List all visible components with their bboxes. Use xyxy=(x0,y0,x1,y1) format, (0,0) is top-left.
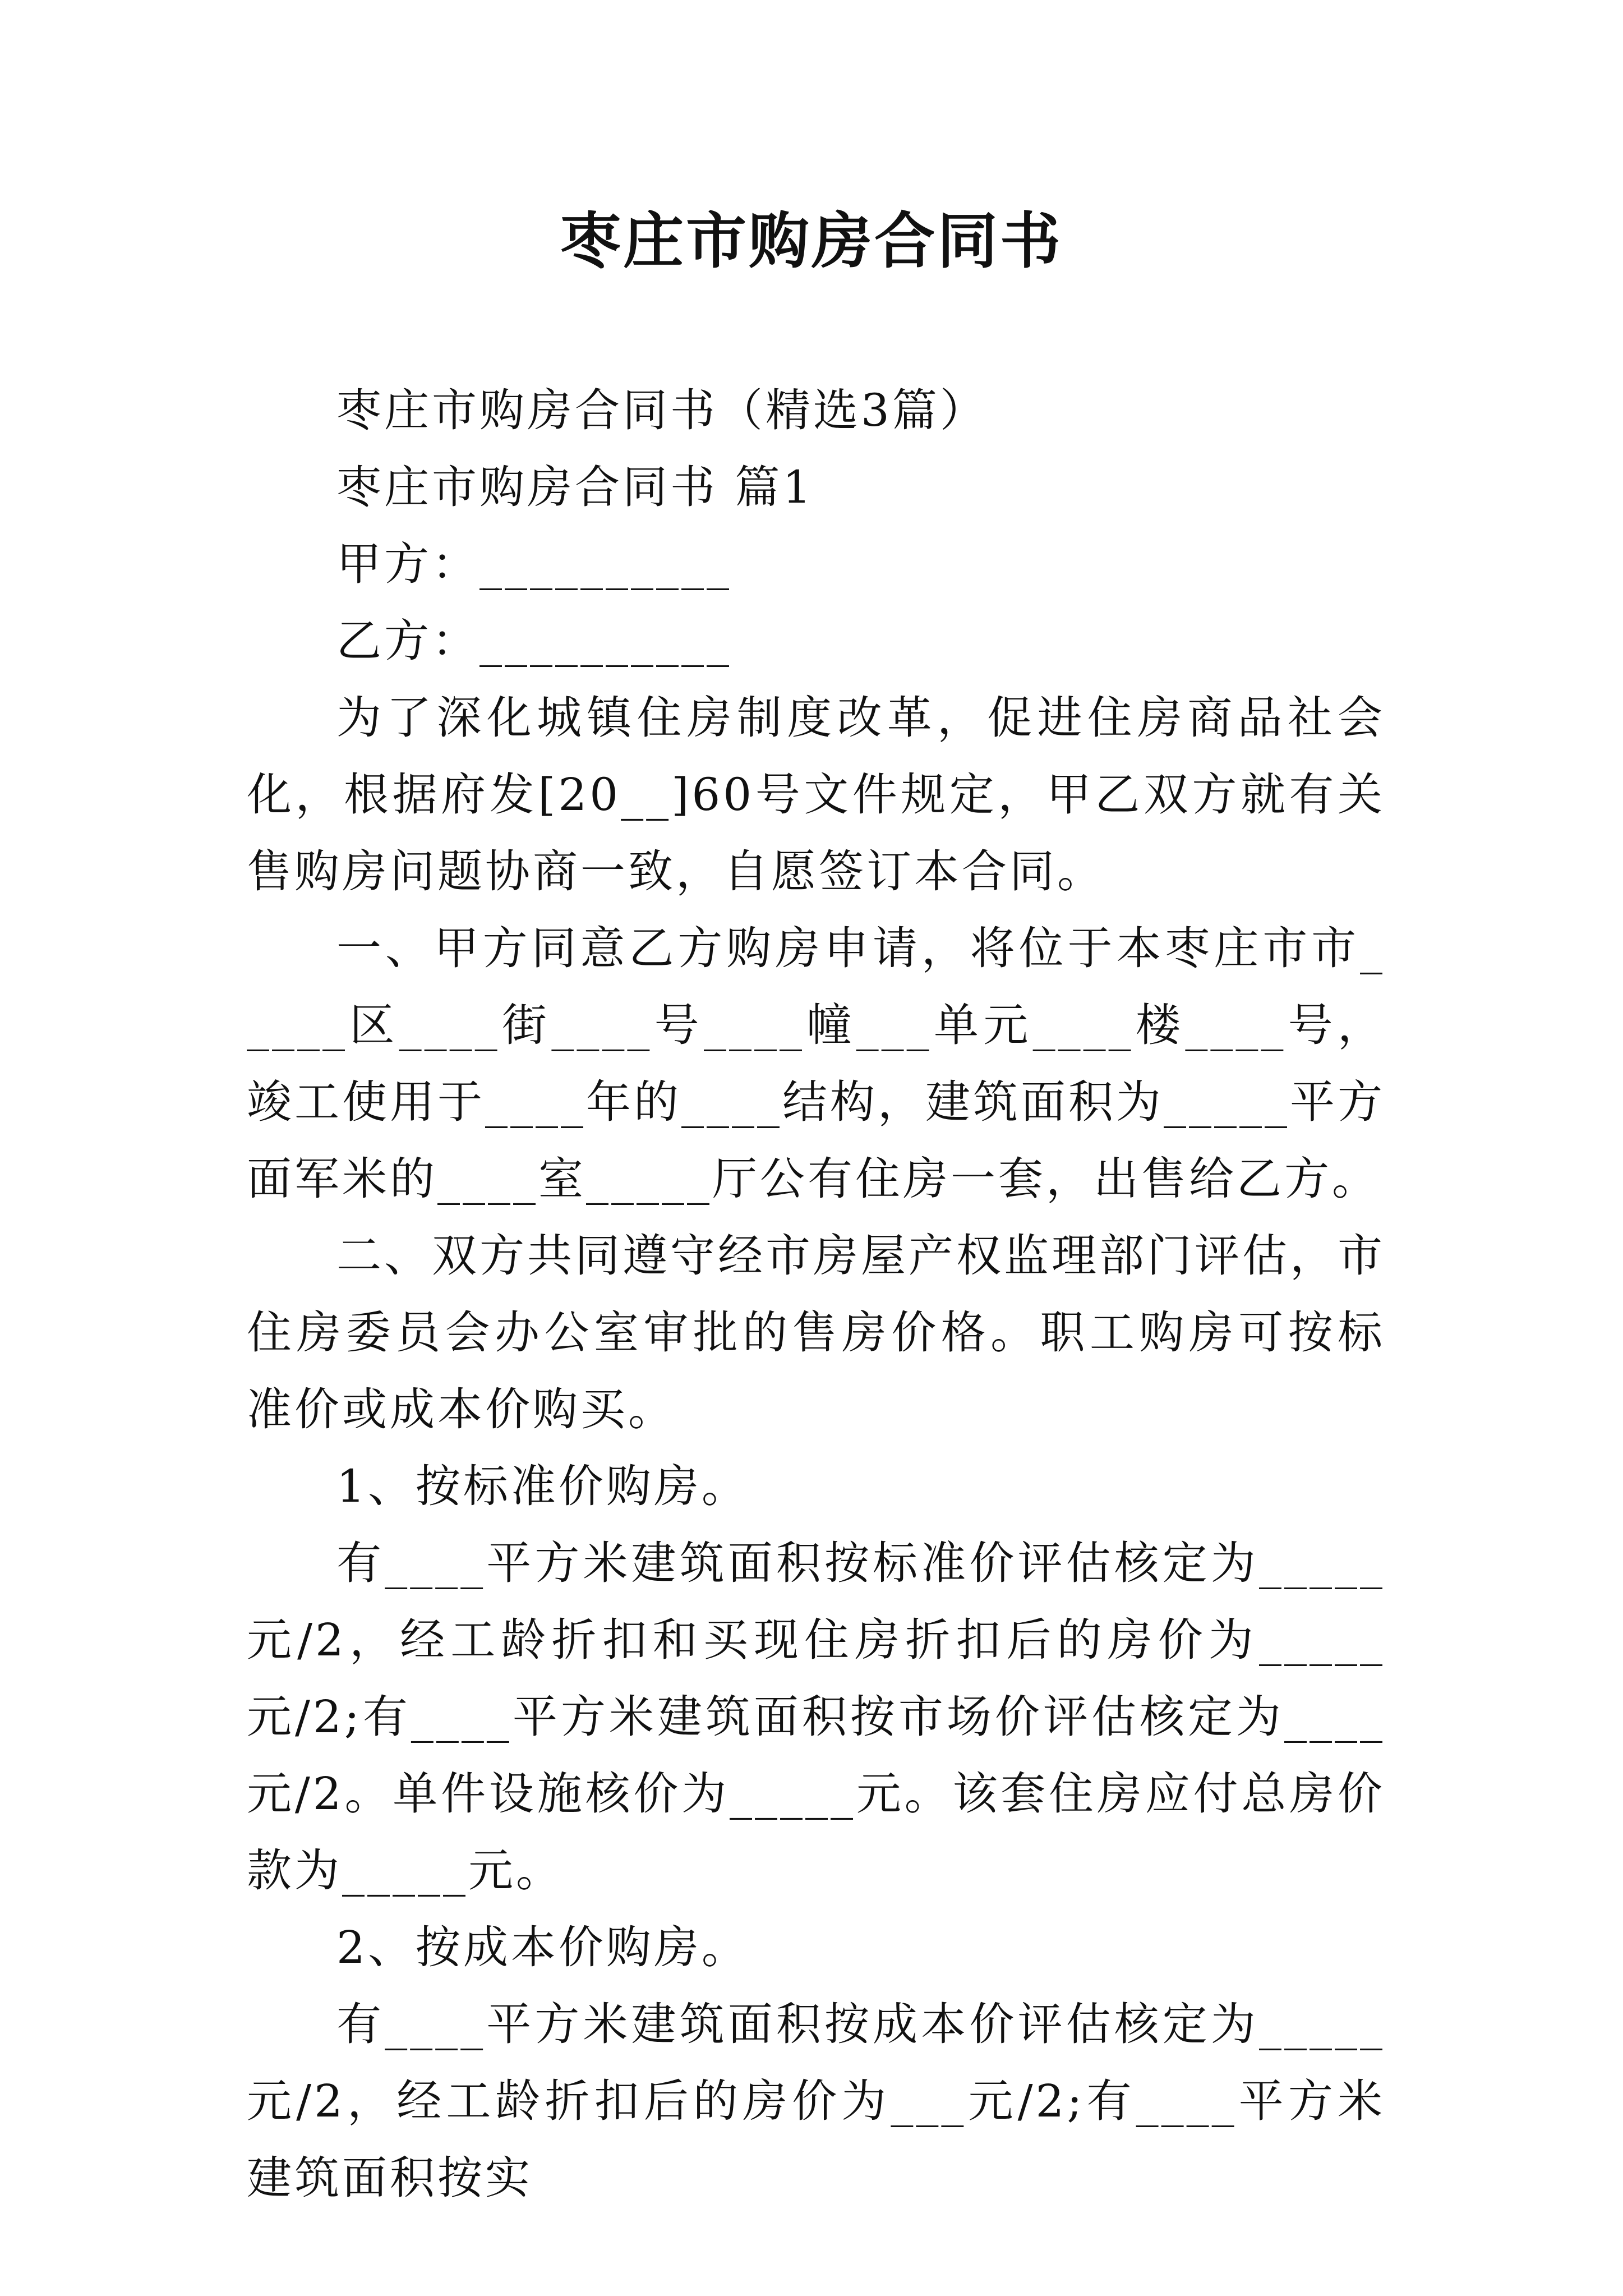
document-body xyxy=(247,372,1385,2216)
standard-price-paragraph: 有____平方米建筑面积按标准价评估核定为_____元/2，经工龄折扣和买现住房折扣后的房价为_____元/2;有____平方米建筑面积按市场价评估核定为____元/2。单件设施核价为_____元。该套住房应付总房价款为_____元。 xyxy=(247,1537,1385,1897)
clause-2-paragraph: 二、双方共同遵守经市房屋产权监理部门评估，市住房委员会办公室审批的售房价格。职工购房可按标准价或成本价购买。 xyxy=(247,1230,1385,1435)
section-heading-part-1: 枣庄市购房合同书 篇1 xyxy=(336,461,814,513)
clause-1-paragraph: 一、甲方同意乙方购房申请，将位于本枣庄市市_____区____街____号____幢___单元____楼____号，竣工使用于____年的____结构，建筑面积为_____平方面军米的____室_____厅公有住房一套，出售给乙方。 xyxy=(247,922,1385,1205)
standard-price-heading: 1、按标准价购房。 xyxy=(336,1460,749,1512)
document-title: 枣庄市购房合同书 xyxy=(560,206,1063,277)
party-a-line: 甲方：__________ xyxy=(336,538,732,590)
party-b-line: 乙方：__________ xyxy=(336,615,732,667)
cost-price-heading: 2、按成本价购房。 xyxy=(336,1921,749,1973)
preamble-paragraph: 为了深化城镇住房制度改革，促进住房商品社会化，根据府发[20__]60号文件规定，甲乙双方就有关售购房问题协商一致，自愿签订本合同。 xyxy=(247,692,1385,898)
cost-price-paragraph: 有____平方米建筑面积按成本价评估核定为_____元/2，经工龄折扣后的房价为___元/2;有____平方米建筑面积按实 xyxy=(247,1998,1385,2204)
subtitle-selected-three: 枣庄市购房合同书（精选3篇） xyxy=(336,384,988,436)
